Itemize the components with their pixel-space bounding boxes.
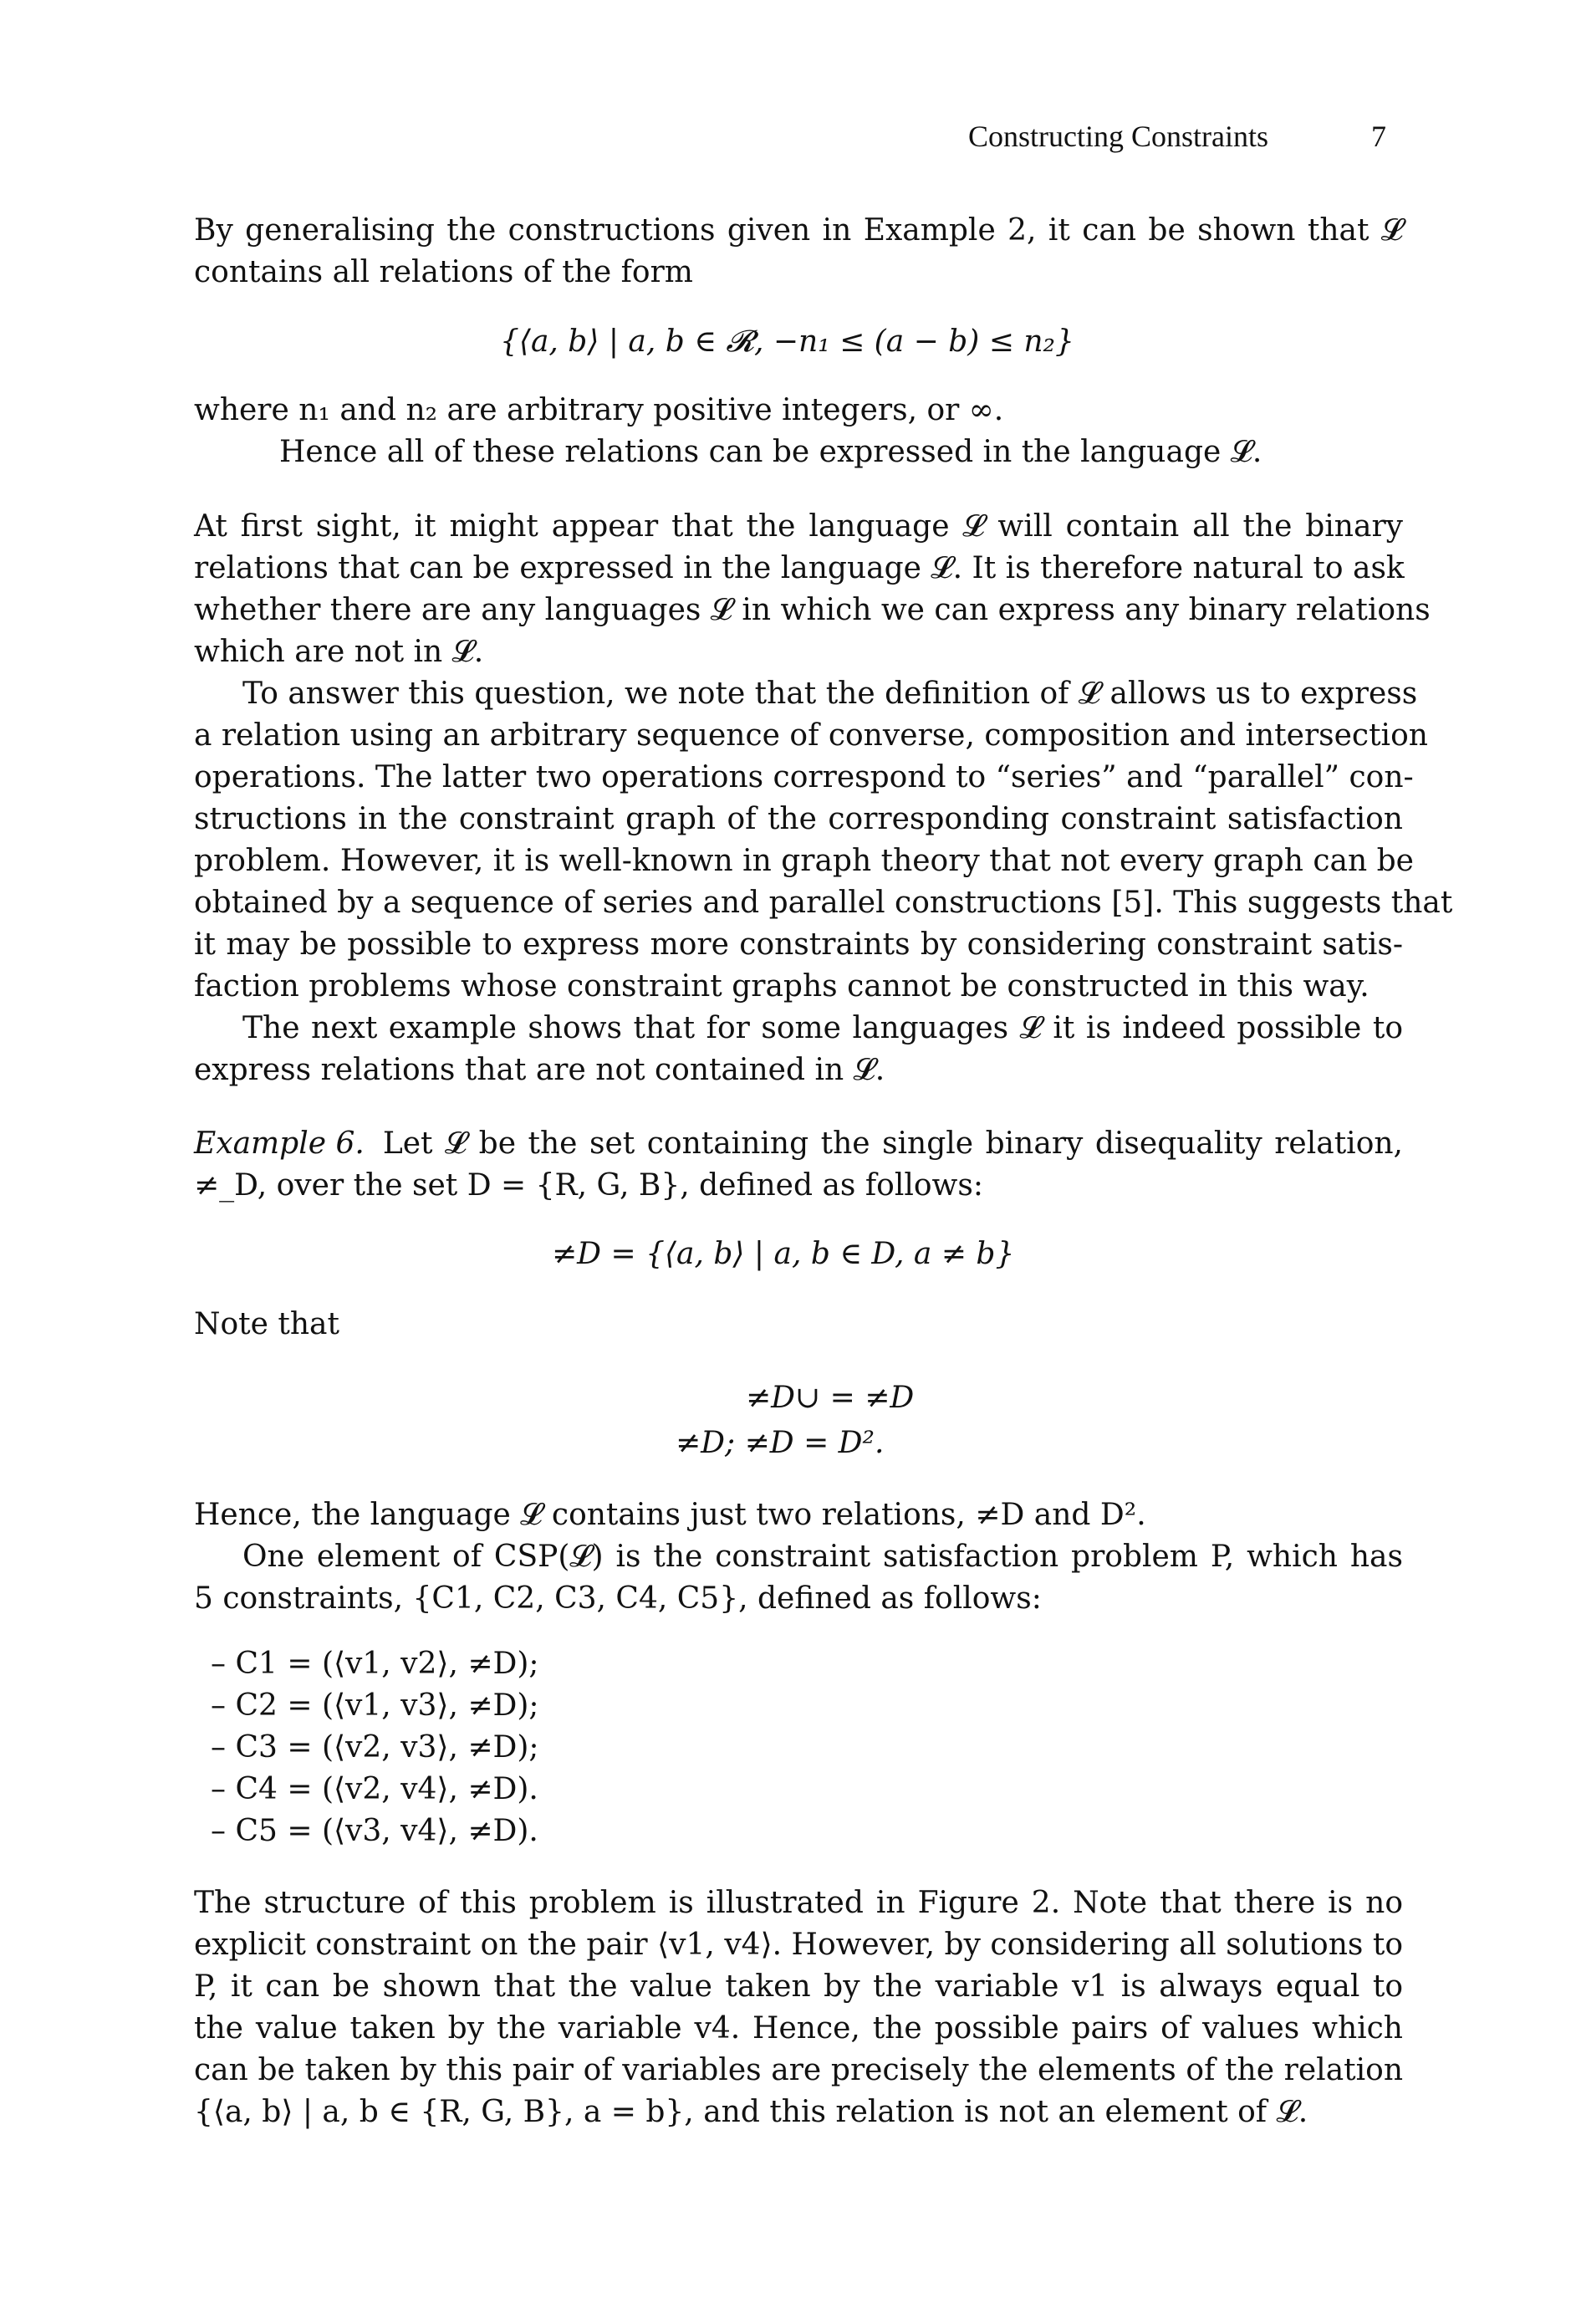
- running-title: Constructing Constraints: [968, 120, 1268, 153]
- para2-line1: where n₁ and n₂ are arbitrary positive integers, or ∞.: [194, 393, 1004, 427]
- example6-line1-text: Let 𝓛 be the set containing the single binary disequality relation,: [382, 1126, 1403, 1161]
- para3-line3: whether there are any languages 𝓛 in which we can express any binary relations: [194, 593, 1431, 627]
- example6-line1: [194, 1124, 1403, 1164]
- para7-line4: the value taken by the variable v4. Hence, the possible pairs of values which: [194, 2011, 1403, 2046]
- para4-line5: problem. However, it is well-known in graph theory that not every graph can be: [194, 844, 1414, 878]
- para6-line1: Hence, the language 𝓛 contains just two relations, ≠D and D².: [194, 1498, 1146, 1532]
- para4-line2: a relation using an arbitrary sequence of converse, composition and intersection: [194, 718, 1428, 753]
- note-that: Note that: [194, 1307, 339, 1341]
- equation-2: ≠D = {⟨a, b⟩ | a, b ∈ D, a ≠ b}: [552, 1237, 1015, 1271]
- equation-4: ≠D; ≠D = D².: [676, 1426, 885, 1460]
- equation-3: ≠D∪ = ≠D: [746, 1381, 915, 1415]
- running-header: [968, 119, 1386, 154]
- constraint-item: – C1 = (⟨v1, v2⟩, ≠D);: [211, 1647, 539, 1681]
- para4-line8: faction problems whose constraint graphs cannot be constructed in this way.: [194, 969, 1370, 1004]
- para3-line4: which are not in 𝓛.: [194, 635, 484, 669]
- para3-line1: At first sight, it might appear that the language 𝓛 will contain all the binary: [194, 509, 1403, 544]
- para4-line7: it may be possible to express more constraints by considering constraint satis-: [194, 927, 1403, 962]
- para4-line4: structions in the constraint graph of the corresponding constraint satisfaction: [194, 802, 1403, 836]
- para7-line5: can be taken by this pair of variables are precisely the elements of the relation: [194, 2053, 1403, 2087]
- para7-line3: P, it can be shown that the value taken by the variable v1 is always equal to: [194, 1969, 1403, 2004]
- para2-line2: Hence all of these relations can be expressed in the language 𝓛.: [279, 435, 1262, 469]
- para7-line2: explicit constraint on the pair ⟨v1, v4⟩. However, by considering all solutions to: [194, 1928, 1403, 1962]
- para1-line1: By generalising the constructions given in Example 2, it can be shown that 𝓛: [194, 213, 1403, 248]
- para6-line3: 5 constraints, {C1, C2, C3, C4, C5}, defined as follows:: [194, 1581, 1042, 1616]
- para4-line3: operations. The latter two operations correspond to “series” and “parallel” con-: [194, 760, 1414, 794]
- para3-line2: relations that can be expressed in the language 𝓛. It is therefore natural to ask: [194, 551, 1405, 585]
- constraint-item: – C5 = (⟨v3, v4⟩, ≠D).: [211, 1814, 538, 1848]
- para4-line6: obtained by a sequence of series and parallel constructions [5]. This suggests that: [194, 886, 1453, 920]
- para4-line1: To answer this question, we note that the definition of 𝓛 allows us to express: [242, 677, 1418, 711]
- equation-1: {⟨a, b⟩ | a, b ∈ 𝓡, −n₁ ≤ (a − b) ≤ n₂}: [500, 324, 1074, 359]
- para5-line1: The next example shows that for some languages 𝓛 it is indeed possible to: [242, 1011, 1403, 1045]
- para1-line2: contains all relations of the form: [194, 255, 693, 289]
- para6-line2: One element of CSP(𝓛) is the constraint satisfaction problem P, which has: [242, 1540, 1403, 1574]
- constraint-item: – C4 = (⟨v2, v4⟩, ≠D).: [211, 1772, 538, 1806]
- para5-line2: express relations that are not contained in 𝓛.: [194, 1053, 885, 1087]
- para7-line6: {⟨a, b⟩ | a, b ∈ {R, G, B}, a = b}, and this relation is not an element of 𝓛.: [194, 2095, 1308, 2129]
- example6-line2: ≠_D, over the set D = {R, G, B}, defined as follows:: [194, 1168, 983, 1203]
- para7-line1: The structure of this problem is illustrated in Figure 2. Note that there is no: [194, 1886, 1403, 1920]
- constraint-item: – C3 = (⟨v2, v3⟩, ≠D);: [211, 1730, 539, 1765]
- example-label: Example 6.: [194, 1126, 365, 1161]
- page-number: 7: [1371, 120, 1386, 153]
- constraint-item: – C2 = (⟨v1, v3⟩, ≠D);: [211, 1688, 539, 1723]
